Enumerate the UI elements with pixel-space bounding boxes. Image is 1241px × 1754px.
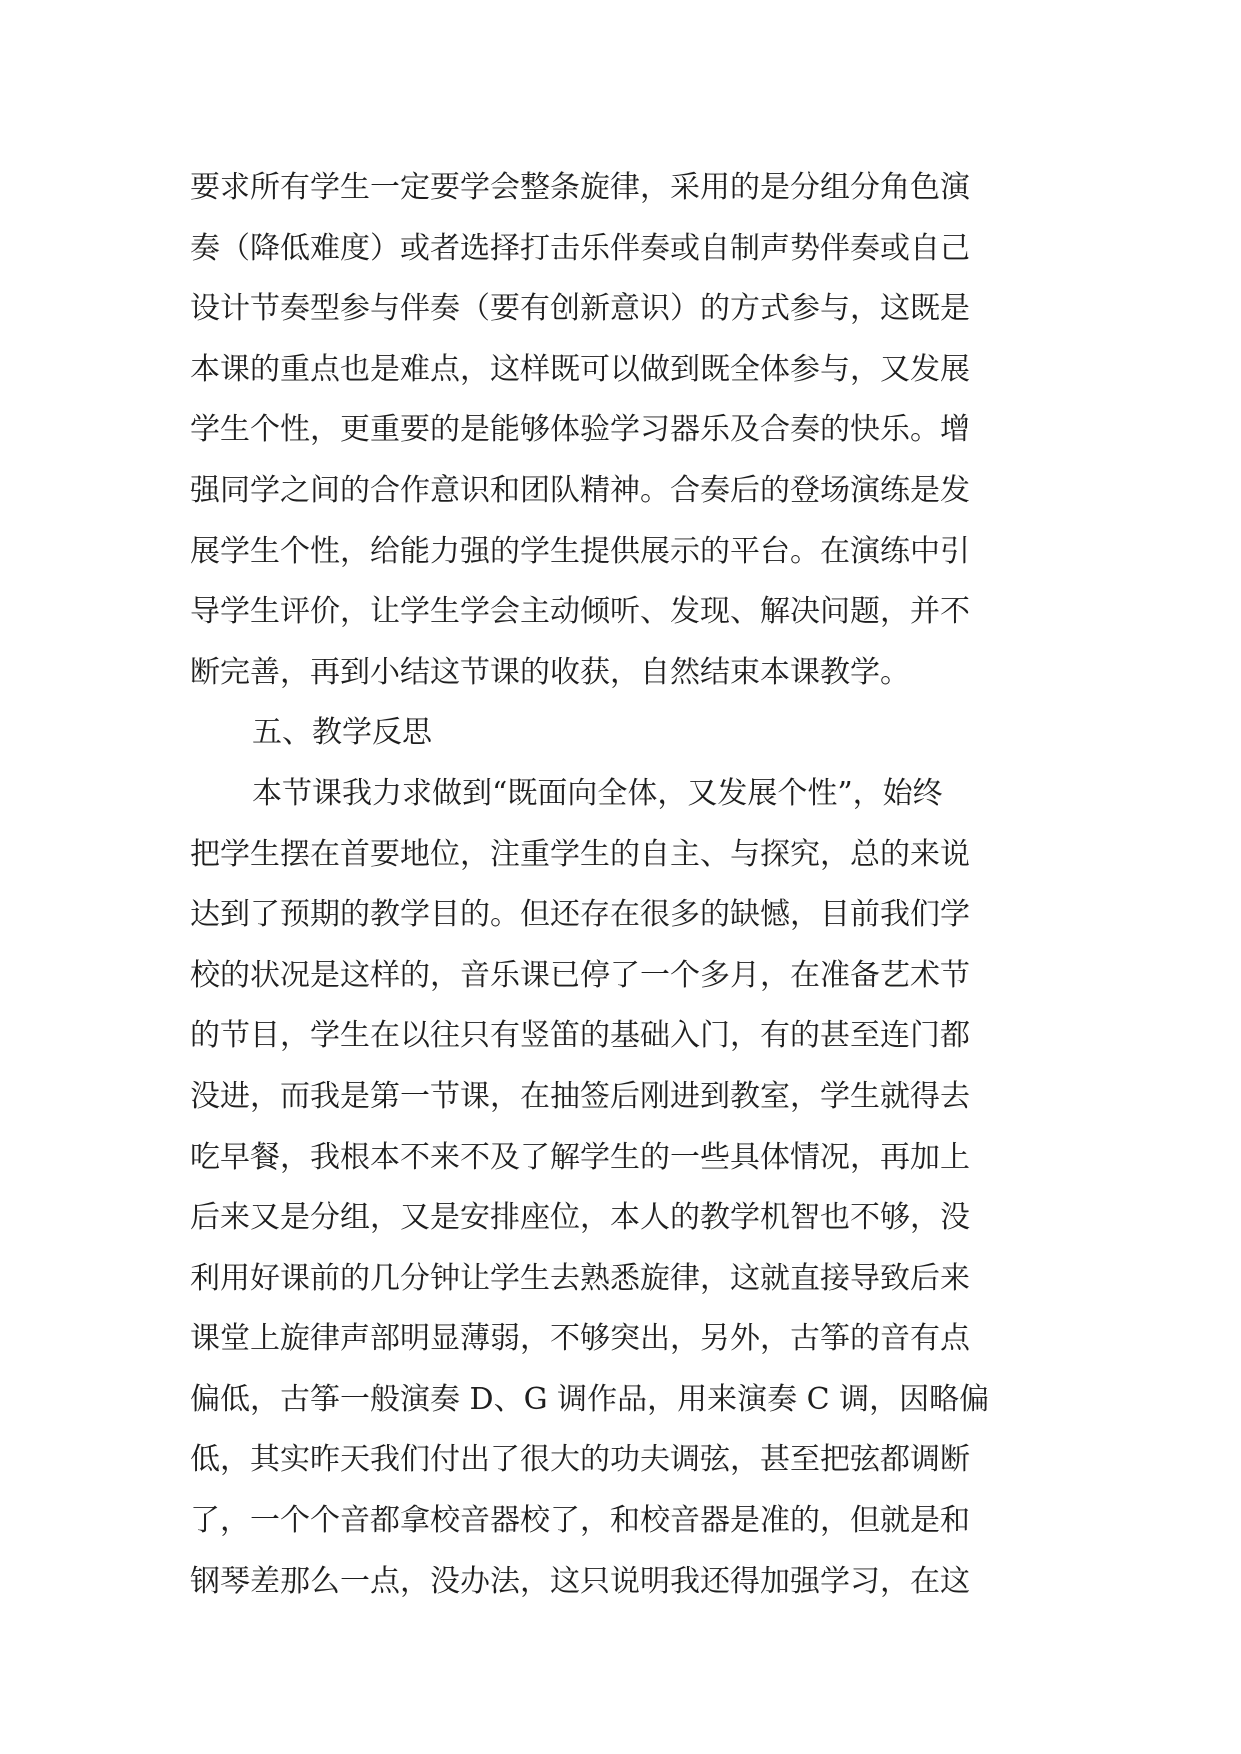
- text-line: 的节目，学生在以往只有竖笛的基础入门，有的甚至连门都: [190, 1018, 970, 1054]
- text-line: 奏（降低难度）或者选择打击乐伴奏或自制声势伴奏或自己: [190, 230, 970, 266]
- body-text: [190, 158, 1050, 1612]
- text-line: 设计节奏型参与伴奏（要有创新意识）的方式参与，这既是: [190, 291, 970, 327]
- text-line: 把学生摆在首要地位，注重学生的自主、与探究，总的来说: [190, 836, 970, 872]
- text-line: 偏低，古筝一般演奏 D、G 调作品，用来演奏 C 调，因略偏: [190, 1381, 990, 1417]
- paragraph-first-line: 本节课我力求做到“既面向全体，又发展个性”，始终: [252, 775, 943, 811]
- text-line: 低，其实昨天我们付出了很大的功夫调弦，甚至把弦都调断: [190, 1442, 970, 1478]
- text-line: 学生个性，更重要的是能够体验学习器乐及合奏的快乐。增: [190, 412, 970, 448]
- text-line: 导学生评价，让学生学会主动倾听、发现、解决问题，并不: [190, 594, 970, 630]
- text-line: 了，一个个音都拿校音器校了，和校音器是准的，但就是和: [190, 1503, 970, 1539]
- text-line: 吃早餐，我根本不来不及了解学生的一些具体情况，再加上: [190, 1139, 970, 1175]
- text-line: 断完善，再到小结这节课的收获，自然结束本课教学。: [190, 654, 910, 690]
- section-heading: 五、教学反思: [252, 715, 432, 751]
- text-line: 本课的重点也是难点，这样既可以做到既全体参与，又发展: [190, 351, 970, 387]
- text-line: 强同学之间的合作意识和团队精神。合奏后的登场演练是发: [190, 472, 970, 508]
- text-line: 后来又是分组，又是安排座位，本人的教学机智也不够，没: [190, 1200, 970, 1236]
- text-line: 校的状况是这样的，音乐课已停了一个多月，在准备艺术节: [190, 957, 970, 993]
- text-line: 没进，而我是第一节课，在抽签后刚进到教室，学生就得去: [190, 1078, 970, 1114]
- text-line: 要求所有学生一定要学会整条旋律，采用的是分组分角色演: [190, 170, 970, 205]
- text-line: 课堂上旋律声部明显薄弱，不够突出，另外，古筝的音有点: [190, 1321, 970, 1357]
- text-line: 利用好课前的几分钟让学生去熟悉旋律，这就直接导致后来: [190, 1260, 970, 1296]
- text-line: 达到了预期的教学目的。但还存在很多的缺憾，目前我们学: [190, 897, 970, 933]
- text-line: 展学生个性，给能力强的学生提供展示的平台。在演练中引: [190, 533, 970, 569]
- text-line: 钢琴差那么一点，没办法，这只说明我还得加强学习，在这: [190, 1563, 970, 1599]
